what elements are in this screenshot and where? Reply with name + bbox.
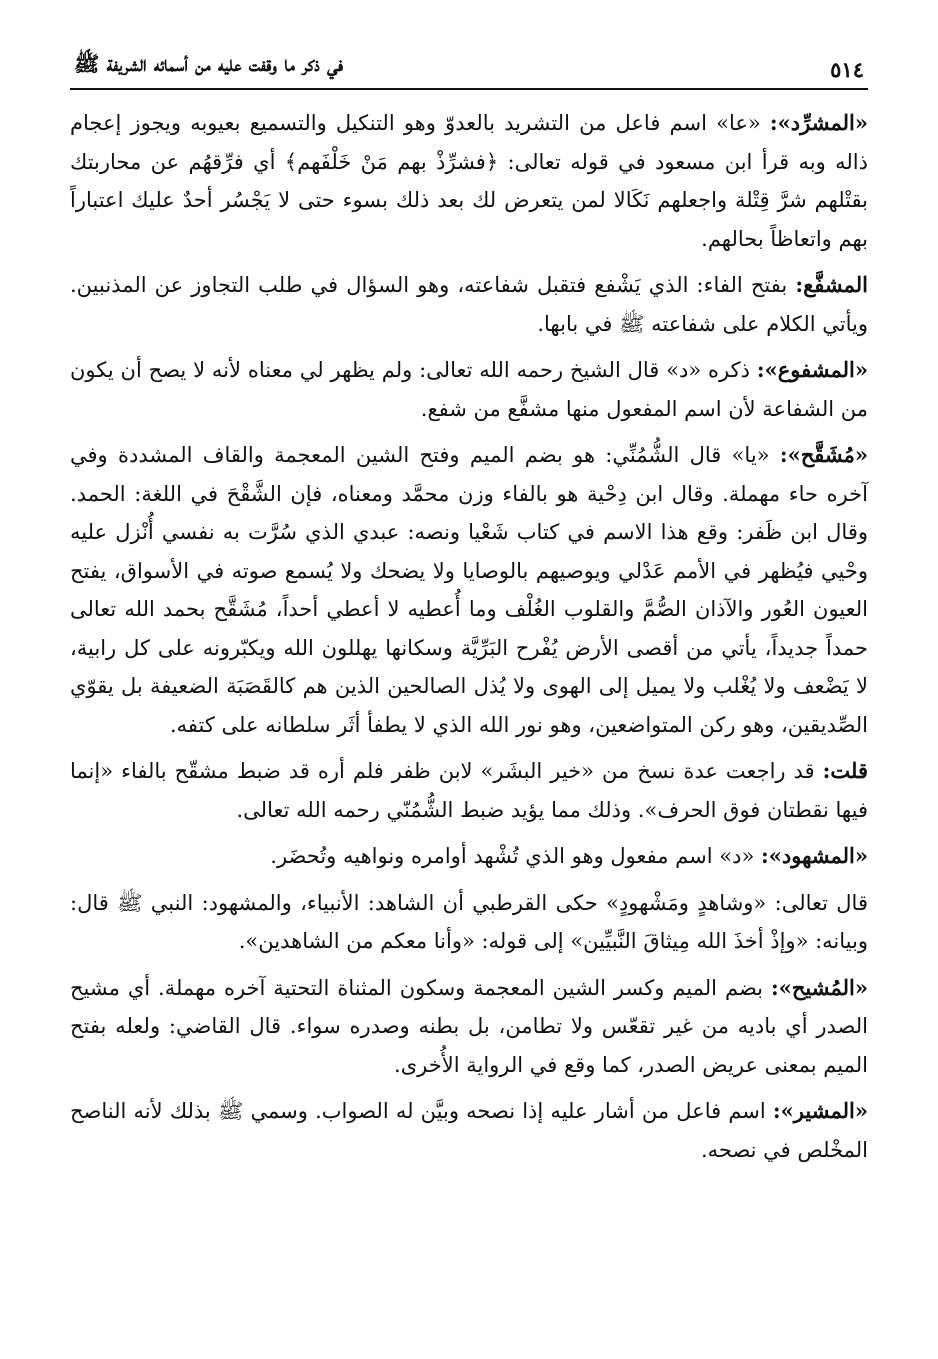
entry-text: عليك اعتباراً بهم واتعاظاً بحالهم.	[70, 188, 868, 251]
entry-paragraph	[70, 266, 868, 343]
entry-text: بحمد الله تعالى حمداً جديداً، يأتي من أقصى الأرض يُفْرح البَرِّيَّة وسكانها يهللون الله	[70, 597, 869, 660]
entry-paragraph	[70, 1092, 868, 1169]
entry-text: قال تعالى: «وشاهدٍ ومَشْهودٍ» حكى القرطبي أن الشاهد: الأنبياء، والمشهود:	[201, 890, 868, 915]
entry-text: أُنْزل عليه وحْيي فيُظهر في الأمم عَدْلي ويوصيهم بالوصايا ولا يضحك ولا يُسمع صوته في	[70, 520, 868, 583]
entry-paragraph	[70, 884, 868, 961]
entry-term: «المُشيح»:	[770, 974, 868, 1000]
entry-text: قد راجعت عدة نسخ من «خير البشَر» لابن ظفر فلم أره قد ضبط مشقّح بالفاء	[121, 759, 815, 783]
entry-text: بفتح الميم بمعنى عريض الصدر، كما وقع في الرواية الأُخرى.	[70, 1014, 868, 1077]
entry-paragraph	[70, 837, 868, 876]
entry-text: المذنبين. ويأتي الكلام على شفاعته ﷺ في بابها.	[70, 273, 868, 336]
entry-text: الحمد. وقال ابن ظَفر: وقع هذا الاسم في كتاب شَعْيا ونصه: عبدي الذي سُرَّت به نفسي	[70, 481, 868, 544]
page-number: ٥١٤	[830, 57, 864, 82]
entry-text: محاربتك بقتْلهم شرَّ قِتْلة واجعلهم نَكَالا لمن يتعرض لك بعد ذلك بسوء حتى لا يَجْسُر أحدٌ	[70, 149, 868, 212]
running-head	[70, 40, 868, 88]
entry-text: بفتح الفاء: الذي يَشْفع فتقبل شفاعته، وهو السؤال في طلب التجاوز عن	[154, 273, 788, 297]
entry-text: لأنه الناصح المخْلص في نصحه.	[70, 1099, 868, 1162]
entry-text: أن يكون من الشفاعة لأن اسم المفعول منها مشفَّع من شفع.	[70, 358, 868, 421]
entry-paragraph	[70, 752, 868, 829]
entry-text: إعجام ذاله وبه قرأ ابن مسعود في قوله تعالى: ﴿فشرِّذْ بهم مَنْ خَلْفَهم﴾ أي فرِّقهُم عن	[70, 111, 868, 174]
entry-paragraph	[70, 351, 868, 428]
entry-text: ذكره «د» قال الشيخ رحمه الله تعالى: ولم يظهر لي معناه لأنه لا يصح	[148, 358, 750, 382]
entry-term: «المشهود»:	[761, 843, 868, 868]
entry-text: «عا» اسم فاعل من التشريد بالعدوّ وهو التنكيل والتسميع بعيوبه ويجوز	[130, 111, 761, 135]
entry-text: ويكبّرونه على كل رابية، لا يَضْعف ولا يُغْلب ولا يميل إلى الهوى ولا يُذل الصالحين الذين هم	[70, 635, 868, 698]
entry-text: بضم الميم وكسر الشين المعجمة وسكون المثناة التحتية آخره مهملة. أي	[127, 975, 763, 1000]
chapter-title: في ذكر ما وقفت عليه من أسمائه الشريفة ﷺ	[74, 51, 344, 76]
entry-text: كالقَصَبَة الضعيفة بل يقوّي الصِّديقين، وهو ركن المتواضعين، وهو نور الله الذي لا يطفأ أثَر	[70, 674, 868, 737]
entry-text: «د» اسم مفعول وهو الذي تُشْهد أوامره ونواهيه وتُحضَر.	[270, 844, 755, 868]
entry-text: الأسواق، يفتح العيون العُور والآذان الصُّمَّ والقلوب الغُلْف وما أُعطيه لا أعطي أحداً، مُشَقَّح	[70, 558, 869, 621]
entry-paragraph	[70, 436, 868, 744]
entry-text: اسم فاعل من أشار عليه إذا نصحه وبيَّن له الصواب. وسمي ﷺ بذلك	[169, 1099, 766, 1123]
entry-term: قلت:	[822, 758, 868, 783]
entry-text: النبي ﷺ قال: وبيانه: «وإذْ أخذَ الله مِيثاقَ النَّبيِّين» إلى قوله: «وأنا معكم من الشاهدين».	[70, 890, 868, 953]
entry-term: «المشفوع»:	[756, 357, 868, 382]
entry-text: مشيح الصدر أي باديه من غير تقعّس ولا تطامن، بل بطنه وصدره سواء. قال القاضي: ولعله	[70, 975, 868, 1038]
entry-paragraph	[70, 969, 868, 1085]
entry-text: «يا» قال الشُّمُنِّي: هو بضم الميم وفتح الشين المعجمة والقاف المشددة	[117, 443, 770, 467]
entry-term: «المشير»:	[772, 1098, 868, 1123]
header-rule	[70, 88, 868, 90]
entry-term: المشفَّع:	[795, 272, 868, 297]
entry-paragraph	[70, 104, 868, 258]
entry-text: سلطانه على كتفه.	[169, 712, 331, 737]
entries-body	[70, 104, 868, 1169]
entry-text: «إنما فيها نقطتان فوق الحرف». وذلك مما يؤيد ضبط الشُّمُنّي رحمه الله تعالى.	[70, 759, 868, 822]
entry-term: «المشرِّد»:	[769, 110, 868, 135]
entry-term: «مُشَقَّح»:	[779, 442, 868, 467]
entry-text: وفي آخره حاء مهملة. وقال ابن دِحْية هو بالفاء وزن محمَّد ومعناه، فإن الشَّقْحَ في اللغة:	[70, 443, 868, 506]
book-page	[70, 40, 868, 1177]
